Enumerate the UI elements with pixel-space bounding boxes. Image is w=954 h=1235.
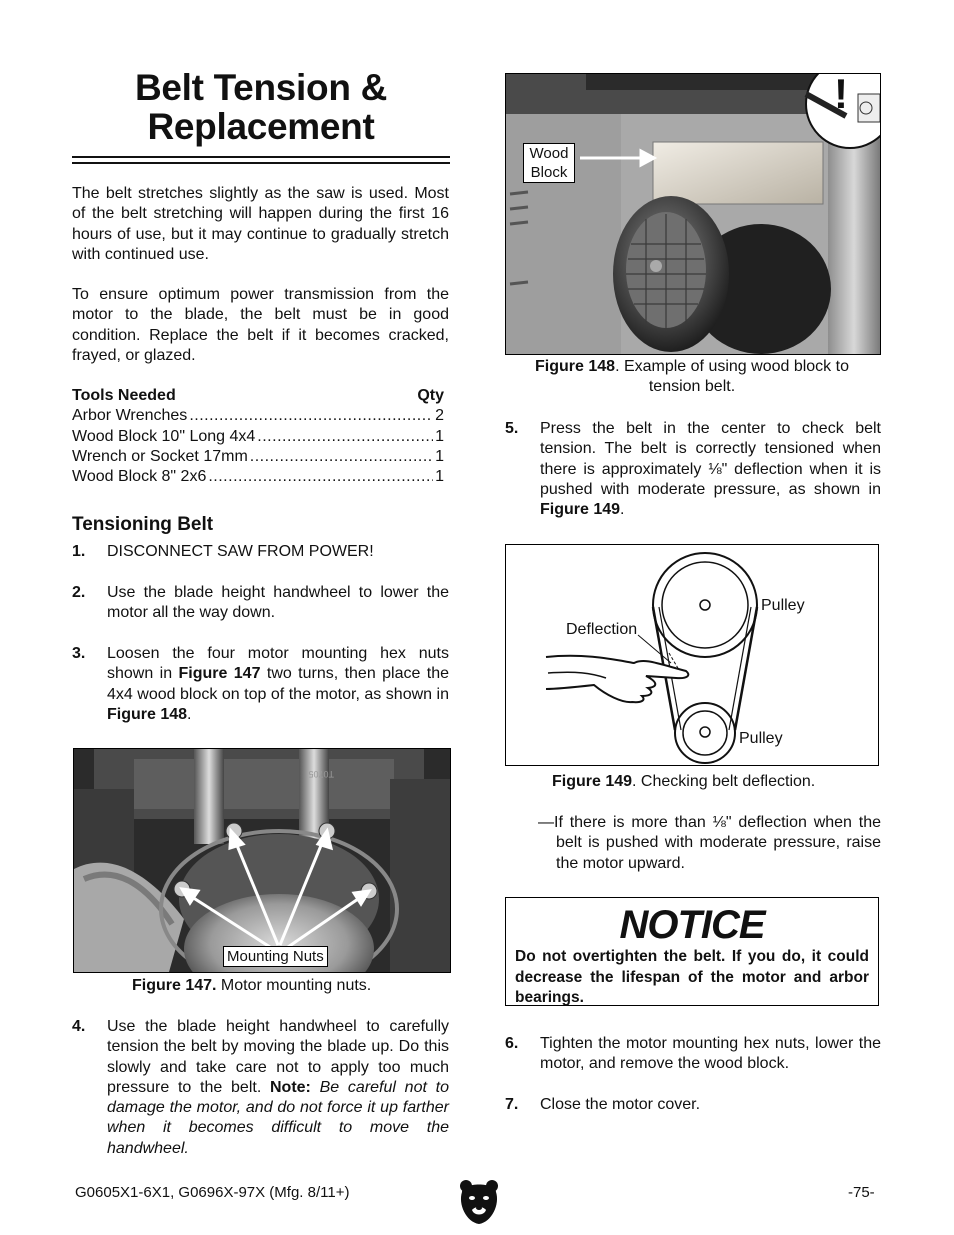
figure-147-photo	[73, 748, 451, 973]
intro-paragraph-1: The belt stretches slightly as the saw is used. Most of the belt stretching will happen during the first 16 hours of use, but it may continue to gradually stretch with continued use.	[72, 185, 449, 263]
title-rule-top	[72, 156, 450, 158]
step-number: 3.	[72, 645, 86, 662]
tool-leader-dots	[208, 467, 433, 487]
top-pulley	[653, 553, 757, 657]
tools-header-label: Tools Needed	[72, 387, 176, 404]
deflection-note: —If there is more than ⅛" deflection when the belt is pushed with moderate pressure, raise the motor upward.	[538, 814, 881, 872]
step-number: 1.	[72, 543, 86, 560]
tool-qty: 1	[435, 447, 444, 465]
wood-block-motor-illustration	[506, 74, 880, 354]
belt-deflection-diagram	[506, 545, 880, 767]
deflection-label: Deflection	[566, 621, 638, 638]
exclamation-icon: !	[834, 74, 848, 117]
belt-right-side	[735, 607, 757, 730]
tools-header	[72, 386, 444, 406]
step-text: Press the belt in the center to check belt tension. The belt is correctly tensioned when there is approximately ⅛" deflection when it is pushed with moderate pressure, as shown in Figure 149.	[540, 420, 881, 519]
tool-leader-dots	[189, 406, 433, 426]
tool-name: Wrench or Socket 17mm	[72, 447, 248, 465]
step-2	[72, 583, 449, 624]
notice-box	[505, 897, 879, 1006]
step-4	[72, 1017, 449, 1159]
tool-row	[72, 406, 444, 426]
figure-label: Figure 147.	[132, 977, 217, 994]
callout-line-1: Wood	[529, 145, 569, 162]
figure-ref: Figure 147	[178, 665, 261, 683]
figure-ref: Figure 149	[540, 501, 621, 519]
tool-name: Arbor Wrenches	[72, 407, 188, 425]
tool-name: Wood Block 10" Long 4x4	[72, 427, 256, 445]
page-title	[72, 68, 450, 146]
figure-ref: Figure 148	[107, 705, 188, 723]
wood-block-callout	[523, 143, 575, 183]
engraving-text: T0705	[308, 769, 334, 779]
step-number: 7.	[505, 1096, 519, 1113]
mounting-nuts-callout: Mounting Nuts	[223, 946, 328, 967]
top-pulley-hub	[700, 600, 710, 610]
footer-page-number: -75-	[848, 1184, 875, 1201]
figure-caption-text: Motor mounting nuts.	[216, 977, 372, 994]
step-text: Loosen the four motor mounting hex nuts shown in Figure 147 two turns, then place the 4x4 wood block on top of the motor, as shown in Figure 148.	[107, 645, 450, 723]
step-3	[72, 644, 449, 725]
bear-logo-icon	[458, 1178, 500, 1226]
figure-caption-text-2: tension belt.	[648, 378, 736, 395]
tool-leader-dots	[257, 427, 433, 447]
figure-caption-text: . Checking belt deflection.	[632, 773, 816, 790]
motor-mount-illustration	[74, 749, 450, 972]
step-1	[72, 542, 449, 562]
figure-caption-text: . Example of using wood block to	[615, 358, 849, 375]
step-text: Use the blade height handwheel to lower the motor all the way down.	[107, 584, 449, 622]
tool-qty: 1	[435, 427, 444, 445]
footer-model-number: G0605X1-6X1, G0696X-97X (Mfg. 8/11+)	[75, 1184, 350, 1201]
figure-148-photo	[505, 73, 881, 355]
callout-line-2: Block	[530, 164, 568, 181]
step-number: 2.	[72, 584, 86, 601]
tool-row	[72, 467, 444, 487]
step-number: 5.	[505, 420, 519, 437]
figure-147-caption	[72, 976, 506, 996]
figure-149-caption	[505, 772, 879, 792]
step-6	[505, 1034, 881, 1075]
tool-row	[72, 427, 444, 447]
note-label: Note:	[270, 1078, 311, 1096]
bottom-pulley-hub	[700, 727, 710, 737]
step-text: Tighten the motor mounting hex nuts, lower the motor, and remove the wood block.	[540, 1035, 881, 1073]
step-7	[505, 1095, 881, 1115]
figure-148-caption	[505, 357, 879, 397]
figure-label: Figure 148	[535, 358, 616, 375]
tools-needed-table	[72, 386, 444, 487]
title-line-2: Replacement	[147, 106, 375, 147]
figure-label: Figure 149	[552, 773, 633, 790]
tool-row	[72, 447, 444, 467]
intro-paragraph-2: To ensure optimum power transmission from the motor to the blade, the belt must be in good condition. Replace the belt if it becomes cracked, frayed, or glazed.	[72, 286, 449, 364]
figure-149-diagram	[505, 544, 879, 766]
bottom-pulley	[675, 703, 735, 763]
section-heading: Tensioning Belt	[72, 514, 214, 535]
top-pulley-label: Pulley	[761, 597, 805, 614]
tool-qty: 1	[435, 468, 444, 486]
title-rule-bottom	[72, 162, 450, 164]
tool-name: Wood Block 8" 2x6	[72, 468, 207, 486]
title-line-1: Belt Tension &	[134, 67, 388, 108]
step-text: Use the blade height handwheel to carefully tension the belt by moving the blade up. Do this slowly and take care not to apply too much pressure to the belt. Note: Be careful not to damage the motor, and do not force it up farther when it becomes difficult to move the handwheel.	[107, 1018, 449, 1157]
notice-text: Do not overtighten the belt. If you do, it could decrease the lifespan of the motor and arbor bearings.	[515, 948, 869, 1006]
step-5	[505, 419, 881, 520]
step-number: 6.	[505, 1035, 519, 1052]
notice-heading: NOTICE	[619, 903, 765, 947]
bottom-pulley-label: Pulley	[739, 730, 783, 747]
step-text: DISCONNECT SAW FROM POWER!	[107, 543, 374, 560]
note-text: Be careful not to damage the motor, and do not force it up farther when it becomes difficult to move the handwheel.	[107, 1078, 449, 1157]
step-text: Close the motor cover.	[540, 1096, 701, 1113]
tool-qty: 2	[435, 407, 444, 425]
step-number: 4.	[72, 1018, 86, 1035]
tool-leader-dots	[250, 447, 433, 467]
tools-qty-label: Qty	[417, 387, 444, 404]
